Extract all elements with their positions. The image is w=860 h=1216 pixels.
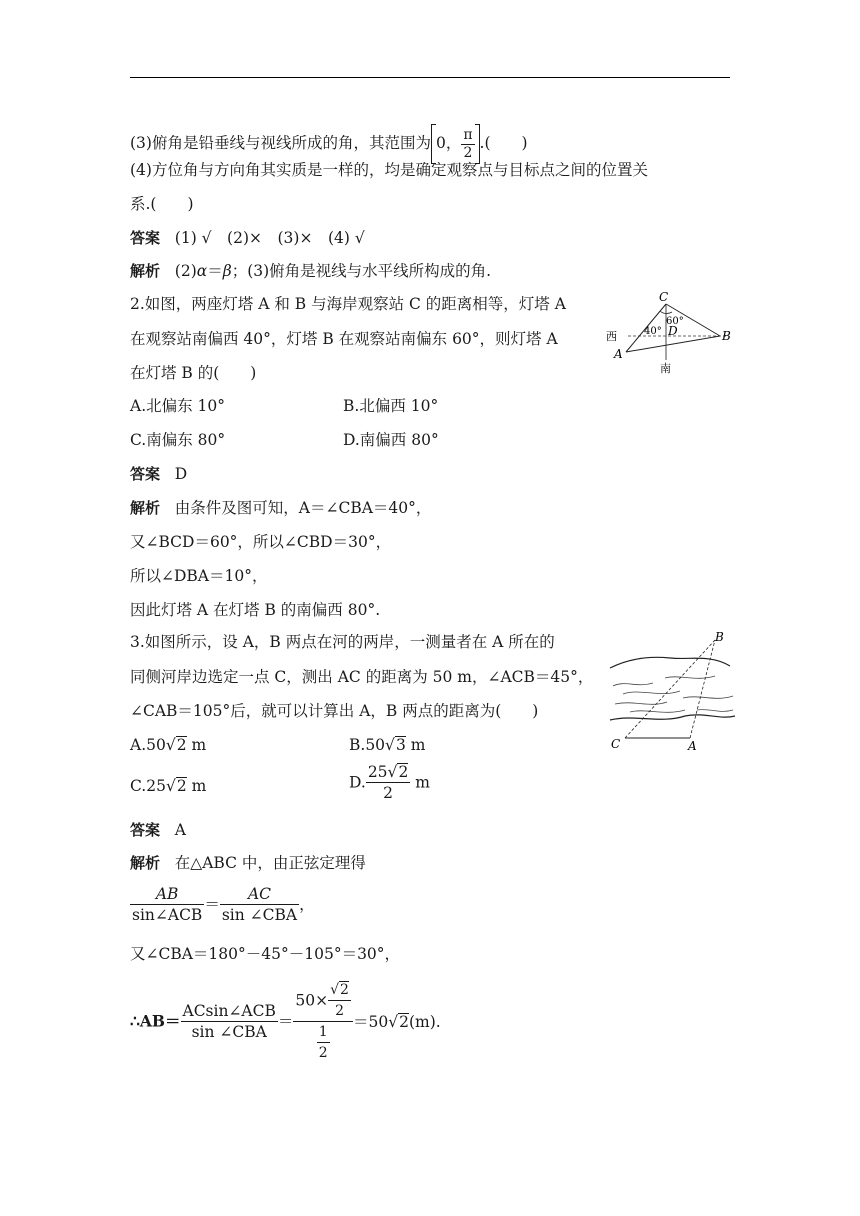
q2-answer: 答案 D <box>130 465 188 483</box>
fig3-label-c: C <box>611 737 621 751</box>
q2-analysis-step1: 解析 由条件及图可知，A＝∠CBA＝40°， <box>130 499 432 517</box>
q3-stem-line1: 3.如图所示，设 A，B 两点在河的两岸，一测量者在 A 所在的 <box>130 633 555 651</box>
q3-analysis-step2: 又∠CBA＝180°－45°－105°＝30°， <box>130 945 401 963</box>
q3-stem-line3: ∠CAB＝105°后，就可以计算出 A，B 两点的距离为( ) <box>130 702 539 720</box>
q2-stem-line1: 2.如图，两座灯塔 A 和 B 与海岸观察站 C 的距离相等，灯塔 A <box>130 295 566 313</box>
fig2-label-a: A <box>614 347 623 361</box>
header-rule <box>130 77 730 78</box>
q2-analysis-step4: 因此灯塔 A 在灯塔 B 的南偏西 80°. <box>130 601 381 619</box>
q2-option-b: B.北偏西 10° <box>343 397 439 415</box>
fig2-label-b: B <box>722 329 731 343</box>
river-diagram <box>605 628 740 753</box>
q3-analysis-step1: 解析 在△ABC 中，由正弦定理得 <box>130 854 366 872</box>
fig2-label-60: 60° <box>666 316 684 327</box>
q1-item3: (3)俯角是铅垂线与视线所成的角，其范围为 0， $\frac{\pi}{2}$ .( ) <box>130 124 528 164</box>
q3-option-c: C.25√2 m <box>130 777 207 795</box>
q1-item4-line1: (4)方位角与方向角其实质是一样的，均是确定观察点与目标点之间的位置关 <box>130 161 648 179</box>
q2-option-a: A.北偏东 10° <box>130 397 226 415</box>
analysis1: 解析 (2)α＝β；(3)俯角是视线与水平线所构成的角. <box>130 262 492 280</box>
q2-option-c: C.南偏东 80° <box>130 431 226 449</box>
answer1: 答案 (1) √ (2)× (3)× (4) √ <box>130 229 365 247</box>
q3-sine-law: $\frac{AB}{\text{sin∠ACB}}$ ＝ $\frac{AC}{\text{sin ∠CBA}}$ ， <box>132 885 315 924</box>
q3-option-a: A.50√2 m <box>130 736 207 754</box>
q2-stem-line3: 在灯塔 B 的( ) <box>130 364 257 382</box>
q3-answer: 答案 A <box>130 821 186 839</box>
fig3-label-a: A <box>688 739 697 753</box>
fig3-label-b: B <box>715 630 724 644</box>
q3-stem-line2: 同侧河岸边选定一点 C，测出 AC 的距离为 50 m，∠ACB＝45°， <box>130 668 594 686</box>
q3-option-b: B.50√3 m <box>349 736 426 754</box>
q3-final-equation: ∴AB＝ $\frac{\text{ACsin∠ACB}}{\text{sin ∠CBA}}$ ＝ 50× $\frac{√2}{2}$ $\frac{1}{2}$ ＝50√2(m). <box>130 982 441 1061</box>
q3-option-d: D. $\frac{25√2}{2}$ m <box>349 763 430 802</box>
fig2-label-c: C <box>659 290 669 304</box>
fig2-label-d: D <box>668 324 678 338</box>
q1-item4-line2: 系.( ) <box>130 195 194 213</box>
fig2-label-40: 40° <box>644 326 662 337</box>
lighthouse-diagram <box>600 288 740 378</box>
q2-option-d: D.南偏西 80° <box>343 431 439 449</box>
q2-stem-line2: 在观察站南偏西 40°，灯塔 B 在观察站南偏东 60°，则灯塔 A <box>130 330 558 348</box>
q2-analysis-step3: 所以∠DBA＝10°， <box>130 567 268 585</box>
q2-analysis-step2: 又∠BCD＝60°，所以∠CBD＝30°， <box>130 533 392 551</box>
fig2-label-south: 南 <box>660 362 671 375</box>
fig2-label-west: 西 <box>606 330 617 343</box>
